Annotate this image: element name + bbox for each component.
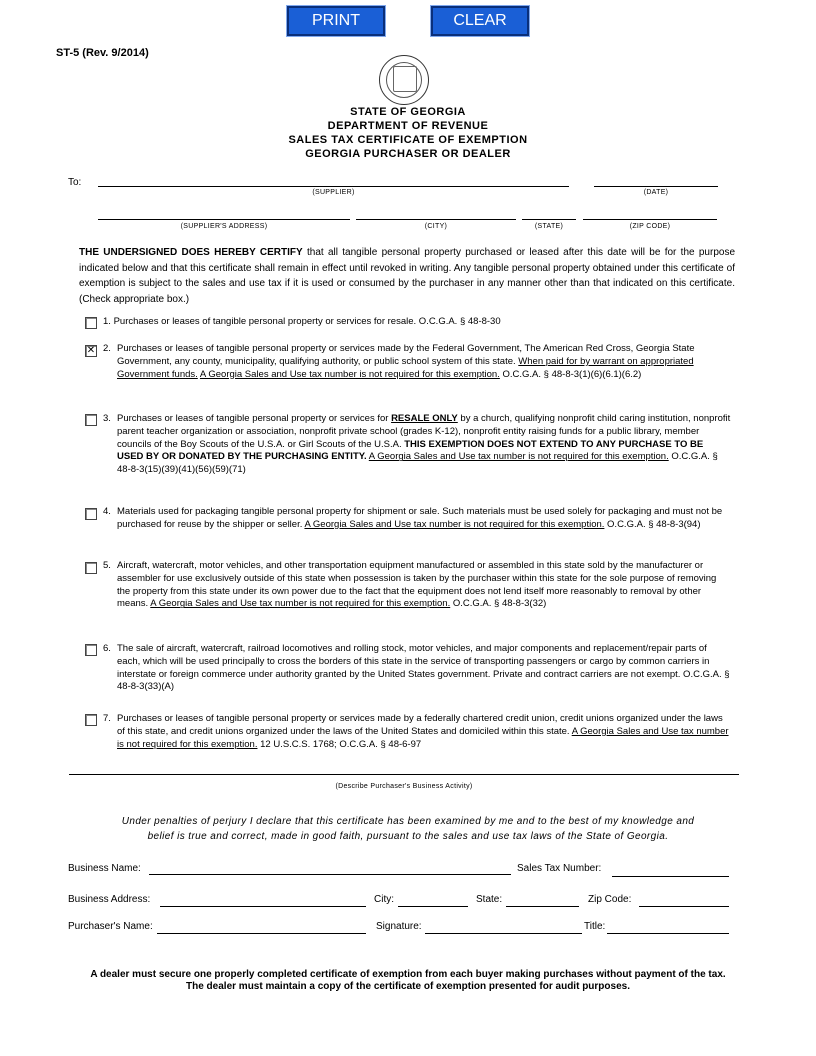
- footer-line-2: The dealer must maintain a copy of the certificate of exemption presented for audit purposes.: [186, 981, 630, 992]
- checkbox-1[interactable]: [85, 317, 97, 329]
- supplier-field[interactable]: [98, 186, 569, 187]
- business-address-label: Business Address:: [68, 894, 151, 905]
- supplier-address-field[interactable]: [98, 219, 350, 220]
- business-zip-field[interactable]: [639, 906, 729, 907]
- zip-code-label: Zip Code:: [588, 894, 632, 905]
- checkbox-2[interactable]: ✕: [86, 345, 96, 356]
- state-caption: (STATE): [534, 223, 564, 230]
- checkbox-6[interactable]: [85, 644, 97, 656]
- item-5-number: 5.: [103, 560, 111, 571]
- perjury-line-1: Under penalties of perjury I declare that this certificate has been examined by me and to the best of my knowledge and: [121, 816, 695, 827]
- business-city-field[interactable]: [398, 906, 468, 907]
- item-4: Materials used for packaging tangible personal property for shipment or sale. Such materials must be used solely for packaging and must not be purchased for reuse by the shipper or seller. A Georgia Sales and Use tax number is not required for this exemption. O.C.G.A. § 48-8-3(94): [117, 506, 723, 530]
- city-caption: (CITY): [424, 223, 448, 230]
- header-department: DEPARTMENT OF REVENUE: [327, 120, 489, 132]
- state-field[interactable]: [522, 219, 576, 220]
- checkbox-5[interactable]: [85, 562, 97, 574]
- business-activity-field[interactable]: [69, 774, 739, 775]
- clear-button[interactable]: CLEAR: [431, 6, 529, 36]
- footer-line-1: A dealer must secure one properly completed certificate of exemption from each buyer making purchases without payment of the tax.: [90, 969, 726, 980]
- checkbox-4[interactable]: [85, 508, 97, 520]
- business-name-label: Business Name:: [68, 863, 141, 874]
- supplier-caption: (SUPPLIER): [312, 189, 355, 196]
- sales-tax-number-field[interactable]: [612, 876, 729, 877]
- date-field[interactable]: [594, 186, 718, 187]
- business-activity-caption: (Describe Purchaser's Business Activity): [335, 783, 473, 790]
- business-state-field[interactable]: [506, 906, 579, 907]
- item-5: Aircraft, watercraft, motor vehicles, and other transportation equipment manufactured or assembled in this state sold by the manufacturer or assembler for use exclusively outside of this state when possession is taken by the purchaser within this state for the sole purpose of removing the property from this state under its own power due to the fact that the equipment does not lend itself more reasonably to removal by other means. A Georgia Sales and Use tax number is not required for this exemption. O.C.G.A. § 48-8-3(32): [117, 560, 717, 610]
- checkbox-7[interactable]: [85, 714, 97, 726]
- certify-lead: THE UNDERSIGNED DOES HEREBY CERTIFY: [79, 247, 303, 258]
- item-2-number: 2.: [103, 343, 111, 354]
- title-label: Title:: [584, 921, 606, 932]
- purchaser-name-field[interactable]: [157, 933, 366, 934]
- certify-paragraph: [79, 245, 735, 307]
- business-name-field[interactable]: [149, 874, 511, 875]
- city-label: City:: [374, 894, 394, 905]
- sales-tax-number-label: Sales Tax Number:: [517, 863, 602, 874]
- zip-caption: (ZIP CODE): [629, 223, 671, 230]
- supplier-address-caption: (SUPPLIER'S ADDRESS): [180, 223, 268, 230]
- item-7: Purchases or leases of tangible personal property or services made by a federally chartered credit union, credit unions organized under the laws of this state, and credit unions organized under the laws of the United States and domiciled within this state. A Georgia Sales and Use tax number is not required for this exemption. 12 U.S.C.S. 1768; O.C.G.A. § 48-6-97: [117, 713, 729, 750]
- item-6: The sale of aircraft, watercraft, railroad locomotives and rolling stock, motor vehicles, and major components and replacement/repair parts of each, which will be used principally to cross the borders of this state in the service of transporting passengers or cargo by common carriers in interstate or foreign commerce under authority granted by the United States government. Private and contract carriers are not exempt. O.C.G.A. § 48-8-3(33)(A): [117, 643, 730, 693]
- item-3: Purchases or leases of tangible personal property or services for RESALE ONLY by a church, qualifying nonprofit child caring institution, nonprofit parent teacher organization or association, nonprofit private school (grades K-12), nonprofit entity raising funds for a public library, member councils of the Boy Scouts of the U.S.A. or Girl Scouts of the U.S.A. THIS EXEMPTION DOES NOT EXTEND TO ANY PURCHASE TO BE USED BY OR DONATED BY THE PURCHASING ENTITY. A Georgia Sales and Use tax number is not required for this exemption. O.C.G.A. § 48-8-3(15)(39)(41)(56)(59)(71): [117, 413, 731, 476]
- to-label: To:: [68, 177, 82, 188]
- perjury-line-2: belief is true and correct, made in good faith, pursuant to the sales and use tax laws of the State of Georgia.: [147, 831, 669, 842]
- header-state: STATE OF GEORGIA: [350, 106, 466, 118]
- form-revision: ST-5 (Rev. 9/2014): [56, 47, 149, 59]
- georgia-seal-icon: [379, 55, 429, 105]
- header-certificate: SALES TAX CERTIFICATE OF EXEMPTION: [288, 134, 528, 146]
- title-field[interactable]: [607, 933, 729, 934]
- business-address-field[interactable]: [160, 906, 366, 907]
- state-label: State:: [476, 894, 503, 905]
- zip-field[interactable]: [583, 219, 717, 220]
- item-6-number: 6.: [103, 643, 111, 654]
- print-button[interactable]: PRINT: [287, 6, 385, 36]
- item-2: Purchases or leases of tangible personal property or services made by the Federal Government, The American Red Cross, Georgia State Government, any county, municipality, qualifying authority, or public school system of this state. When paid for by warrant on appropriated Government funds. A Georgia Sales and Use tax number is not required for this exemption. O.C.G.A. § 48-8-3(1)(6)(6.1)(6.2): [117, 343, 695, 380]
- signature-field[interactable]: [425, 933, 582, 934]
- signature-label: Signature:: [376, 921, 422, 932]
- checkbox-3[interactable]: [85, 414, 97, 426]
- item-4-number: 4.: [103, 506, 111, 517]
- item-1: 1. Purchases or leases of tangible personal property or services for resale. O.C.G.A. § 48-8-30: [103, 316, 501, 327]
- certify-body: that all tangible personal property purchased or leased after this date will be for the purpose indicated below and that this certificate shall remain in effect until revoked in writing. Any tangible personal property obtained under this certificate of exemption is subject to the sales and use tax if it is used or consumed by the purchaser in any manner other than that indicated on this certificate. (Check appropriate box.): [79, 247, 736, 305]
- item-7-number: 7.: [103, 713, 111, 724]
- city-field[interactable]: [356, 219, 516, 220]
- date-caption: (DATE): [643, 189, 669, 196]
- item-3-number: 3.: [103, 413, 111, 424]
- purchaser-name-label: Purchaser's Name:: [68, 921, 153, 932]
- header-purchaser: GEORGIA PURCHASER OR DEALER: [305, 148, 511, 160]
